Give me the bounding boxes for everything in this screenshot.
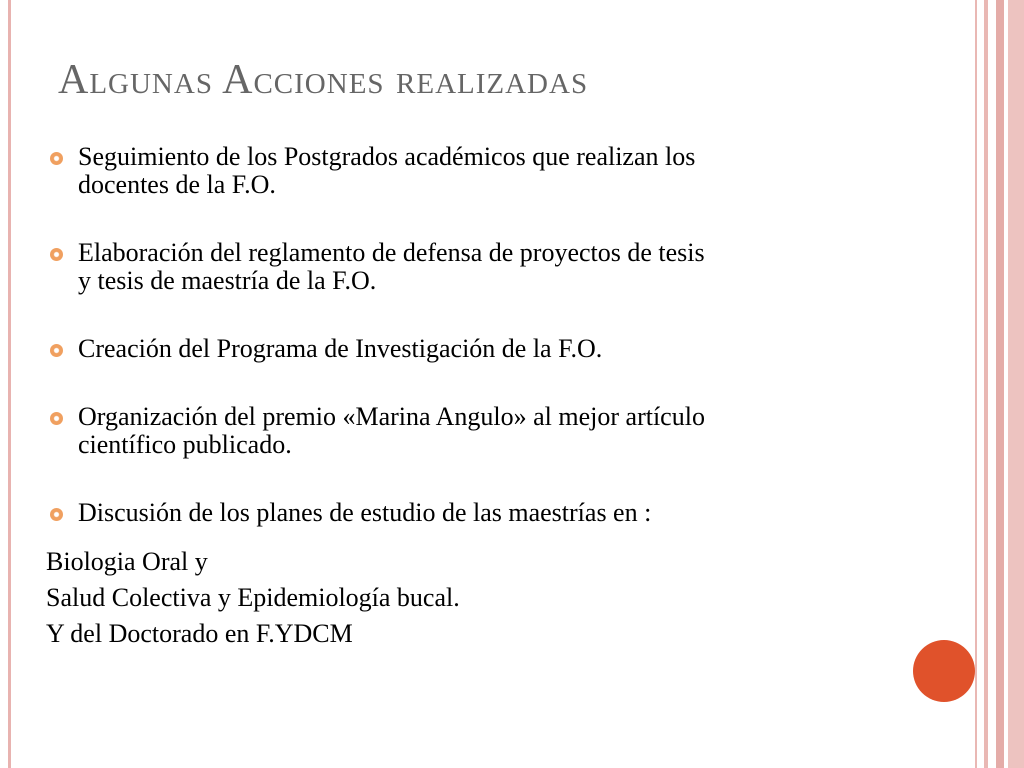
bullet-item bbox=[46, 499, 886, 527]
left-decorative-rule bbox=[8, 0, 11, 768]
stripe bbox=[984, 0, 988, 768]
bullet-icon bbox=[50, 508, 63, 521]
bullet-line: Creación del Programa de Investigación de la F.O. bbox=[78, 334, 603, 363]
bullet-line: científico publicado. bbox=[78, 430, 292, 459]
bullet-icon bbox=[50, 248, 63, 261]
slide-title: Algunas Acciones realizadas bbox=[58, 57, 589, 103]
bullet-line: docentes de la F.O. bbox=[78, 170, 276, 199]
bullet-list bbox=[46, 143, 886, 567]
bullet-line: Organización del premio «Marina Angulo» al mejor artículo bbox=[78, 402, 705, 431]
stripe bbox=[1008, 0, 1024, 768]
text-line: Salud Colectiva y Epidemiología bucal. bbox=[46, 583, 460, 612]
bullet-item bbox=[46, 239, 886, 295]
stripe bbox=[996, 0, 1004, 768]
bullet-item bbox=[46, 143, 886, 199]
text-line: Biologia Oral y bbox=[46, 547, 208, 576]
bullet-item bbox=[46, 403, 886, 459]
right-decorative-stripes bbox=[972, 0, 1024, 768]
bullet-icon bbox=[50, 152, 63, 165]
plain-text-lines bbox=[46, 544, 460, 652]
bullet-item bbox=[46, 335, 886, 363]
orange-circle-decoration bbox=[913, 640, 975, 702]
bullet-icon bbox=[50, 412, 63, 425]
bullet-line: Discusión de los planes de estudio de las maestrías en : bbox=[78, 498, 652, 527]
stripe bbox=[975, 0, 977, 768]
bullet-icon bbox=[50, 344, 63, 357]
bullet-line: Elaboración del reglamento de defensa de proyectos de tesis bbox=[78, 238, 705, 267]
text-line: Y del Doctorado en F.YDCM bbox=[46, 619, 353, 648]
bullet-line: y tesis de maestría de la F.O. bbox=[78, 266, 377, 295]
bullet-line: Seguimiento de los Postgrados académicos que realizan los bbox=[78, 142, 696, 171]
